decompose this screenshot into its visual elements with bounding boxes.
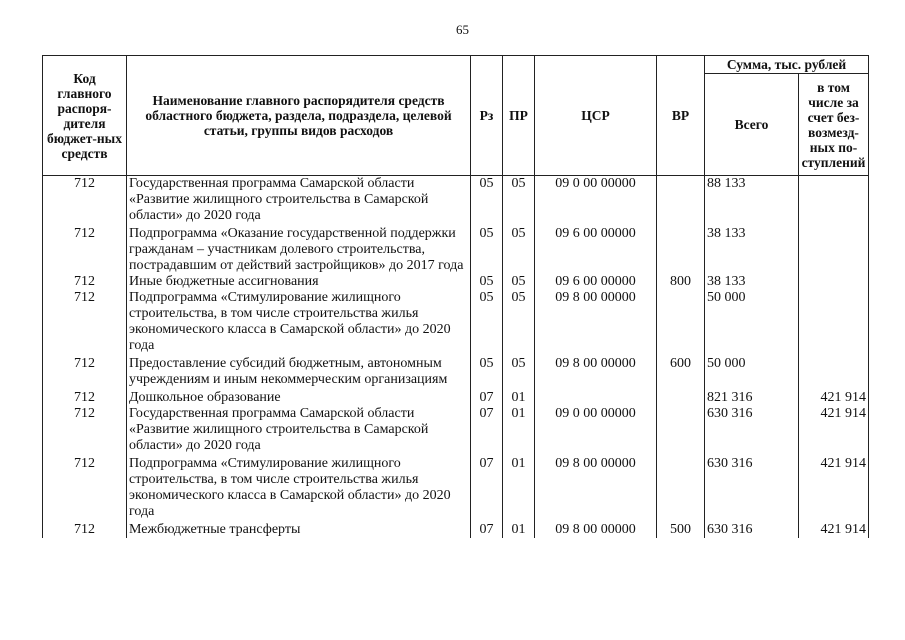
cell-pr: 05 bbox=[503, 290, 535, 354]
cell-total: 821 316 bbox=[705, 388, 799, 406]
cell-name: Государственная программа Самарской области «Развитие жилищного строительства в Самарской области» до 2020 года bbox=[127, 406, 471, 454]
table-row bbox=[43, 290, 869, 354]
cell-total: 50 000 bbox=[705, 354, 799, 388]
page-number: 65 bbox=[456, 22, 469, 37]
cell-code: 712 bbox=[43, 388, 127, 406]
cell-name: Межбюджетные трансферты bbox=[127, 520, 471, 538]
cell-code: 712 bbox=[43, 224, 127, 274]
cell-free: 421 914 bbox=[799, 454, 869, 520]
header-csr: ЦСР bbox=[535, 56, 657, 176]
table-row bbox=[43, 274, 869, 290]
cell-vr bbox=[657, 176, 705, 225]
cell-name: Подпрограмма «Оказание государственной поддержки гражданам – участникам долевого строительства, пострадавшим от действий застройщиков» до 2017 года bbox=[127, 224, 471, 274]
header-rz: Рз bbox=[471, 56, 503, 176]
table-row bbox=[43, 454, 869, 520]
cell-free bbox=[799, 224, 869, 274]
cell-rz: 07 bbox=[471, 454, 503, 520]
cell-free bbox=[799, 176, 869, 225]
cell-code: 712 bbox=[43, 354, 127, 388]
header-sum: Сумма, тыс. рублей bbox=[705, 56, 869, 74]
cell-name: Подпрограмма «Стимулирование жилищного строительства, в том числе строительства жилья экономического класса в Самарской области» до 2020 года bbox=[127, 454, 471, 520]
cell-free bbox=[799, 274, 869, 290]
cell-csr bbox=[535, 388, 657, 406]
cell-pr: 01 bbox=[503, 406, 535, 454]
cell-code: 712 bbox=[43, 176, 127, 225]
cell-pr: 01 bbox=[503, 388, 535, 406]
cell-free bbox=[799, 290, 869, 354]
cell-vr bbox=[657, 388, 705, 406]
cell-name: Иные бюджетные ассигнования bbox=[127, 274, 471, 290]
cell-rz: 05 bbox=[471, 274, 503, 290]
cell-pr: 05 bbox=[503, 224, 535, 274]
cell-rz: 07 bbox=[471, 388, 503, 406]
cell-pr: 05 bbox=[503, 176, 535, 225]
cell-rz: 05 bbox=[471, 354, 503, 388]
budget-table bbox=[42, 55, 869, 538]
cell-csr: 09 0 00 00000 bbox=[535, 176, 657, 225]
header-pr: ПР bbox=[503, 56, 535, 176]
table-row bbox=[43, 176, 869, 225]
cell-total: 630 316 bbox=[705, 520, 799, 538]
cell-vr bbox=[657, 224, 705, 274]
cell-vr: 800 bbox=[657, 274, 705, 290]
cell-free: 421 914 bbox=[799, 520, 869, 538]
cell-rz: 07 bbox=[471, 406, 503, 454]
cell-total: 38 133 bbox=[705, 224, 799, 274]
cell-name: Дошкольное образование bbox=[127, 388, 471, 406]
cell-code: 712 bbox=[43, 520, 127, 538]
cell-name: Государственная программа Самарской области «Развитие жилищного строительства в Самарской области» до 2020 года bbox=[127, 176, 471, 225]
cell-vr: 500 bbox=[657, 520, 705, 538]
cell-csr: 09 8 00 00000 bbox=[535, 520, 657, 538]
cell-total: 630 316 bbox=[705, 406, 799, 454]
cell-total: 88 133 bbox=[705, 176, 799, 225]
table-row bbox=[43, 388, 869, 406]
cell-code: 712 bbox=[43, 274, 127, 290]
header-name: Наименование главного распорядителя средств областного бюджета, раздела, подраздела, целевой статьи, группы видов расходов bbox=[127, 56, 471, 176]
cell-csr: 09 8 00 00000 bbox=[535, 290, 657, 354]
cell-csr: 09 6 00 00000 bbox=[535, 274, 657, 290]
cell-code: 712 bbox=[43, 290, 127, 354]
cell-csr: 09 6 00 00000 bbox=[535, 224, 657, 274]
cell-pr: 05 bbox=[503, 354, 535, 388]
cell-name: Предоставление субсидий бюджетным, автономным учреждениям и иным некоммерческим организациям bbox=[127, 354, 471, 388]
cell-rz: 05 bbox=[471, 290, 503, 354]
cell-total: 630 316 bbox=[705, 454, 799, 520]
table-row bbox=[43, 354, 869, 388]
cell-csr: 09 8 00 00000 bbox=[535, 454, 657, 520]
cell-code: 712 bbox=[43, 406, 127, 454]
header-total: Всего bbox=[705, 74, 799, 176]
cell-name: Подпрограмма «Стимулирование жилищного строительства, в том числе строительства жилья экономического класса в Самарской области» до 2020 года bbox=[127, 290, 471, 354]
cell-rz: 07 bbox=[471, 520, 503, 538]
cell-vr bbox=[657, 454, 705, 520]
cell-pr: 01 bbox=[503, 454, 535, 520]
cell-total: 50 000 bbox=[705, 290, 799, 354]
table-row bbox=[43, 520, 869, 538]
cell-pr: 01 bbox=[503, 520, 535, 538]
header-code: Код главного распоря-дителя бюджет-ных средств bbox=[43, 56, 127, 176]
header-free: в том числе за счет без-возмезд-ных по-ступлений bbox=[799, 74, 869, 176]
cell-csr: 09 8 00 00000 bbox=[535, 354, 657, 388]
table-row bbox=[43, 406, 869, 454]
cell-code: 712 bbox=[43, 454, 127, 520]
table-row bbox=[43, 224, 869, 274]
cell-vr: 600 bbox=[657, 354, 705, 388]
cell-pr: 05 bbox=[503, 274, 535, 290]
cell-rz: 05 bbox=[471, 224, 503, 274]
cell-rz: 05 bbox=[471, 176, 503, 225]
cell-free bbox=[799, 354, 869, 388]
cell-free: 421 914 bbox=[799, 388, 869, 406]
cell-free: 421 914 bbox=[799, 406, 869, 454]
cell-total: 38 133 bbox=[705, 274, 799, 290]
cell-csr: 09 0 00 00000 bbox=[535, 406, 657, 454]
cell-vr bbox=[657, 406, 705, 454]
cell-vr bbox=[657, 290, 705, 354]
header-vr: ВР bbox=[657, 56, 705, 176]
